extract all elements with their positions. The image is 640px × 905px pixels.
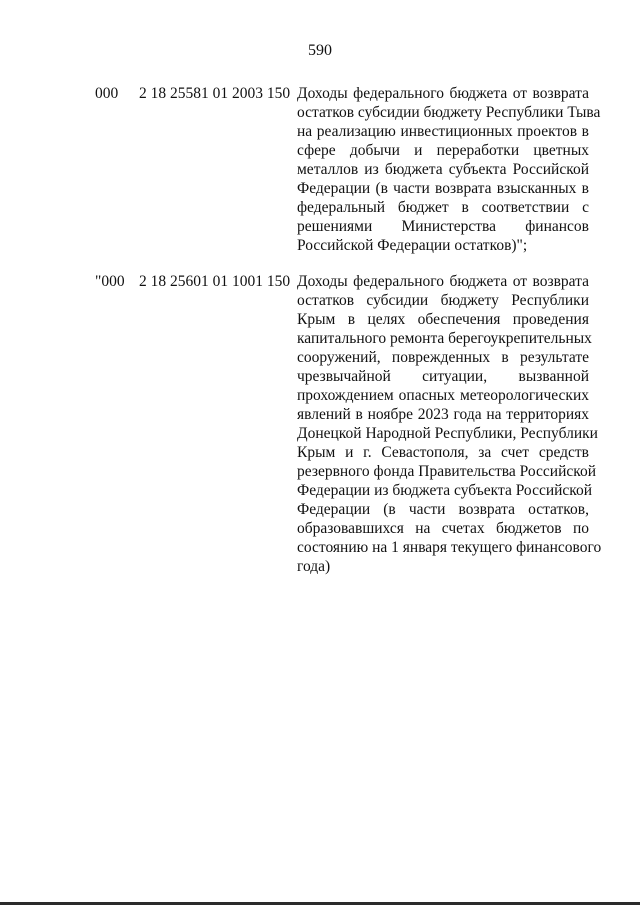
description-line: Доходы федерального бюджета от возврата <box>297 85 589 102</box>
description-line: Крым в целях обеспечения проведения <box>297 311 589 328</box>
description-line: явлений в ноябре 2023 года на территориях <box>297 406 589 423</box>
entry-description <box>297 272 602 576</box>
description-line: металлов из бюджета субъекта Российской <box>297 161 589 178</box>
description-line: Федерации из бюджета субъекта Российской <box>297 482 593 499</box>
description-line: сфере добычи и переработки цветных <box>297 142 589 159</box>
description-line: состоянию на 1 января текущего финансового <box>297 539 602 556</box>
entry-admin-code: 000 <box>95 85 119 102</box>
entry-description <box>297 84 601 255</box>
entry-budget-code: 2 18 25601 01 1001 150 <box>139 273 291 290</box>
description-line: прохождением опасных метеорологических <box>297 387 589 404</box>
description-line: на реализацию инвестиционных проектов в <box>297 123 589 140</box>
description-line: резервного фонда Правительства Российской <box>297 463 597 480</box>
description-line: года) <box>297 558 331 575</box>
description-line: сооружений, поврежденных в результате <box>297 349 589 366</box>
entry-budget-code: 2 18 25581 01 2003 150 <box>139 85 291 102</box>
description-line: капитального ремонта берегоукрепительных <box>297 330 592 347</box>
description-line: Федерации (в части возврата взысканных в <box>297 180 589 197</box>
page-number: 590 <box>308 42 332 59</box>
description-line: образовавшихся на счетах бюджетов по <box>297 520 589 537</box>
description-line: Доходы федерального бюджета от возврата <box>297 273 589 290</box>
description-line: чрезвычайной ситуации, вызванной <box>297 368 589 385</box>
description-line: остатков субсидии бюджету Республики Тыва <box>297 104 601 121</box>
description-line: Федерации (в части возврата остатков, <box>297 501 589 518</box>
description-line: решениями Министерства финансов <box>297 218 589 235</box>
entry-admin-code: "000 <box>95 273 125 290</box>
description-line: федеральный бюджет в соответствии с <box>297 199 589 216</box>
description-line: Донецкой Народной Республики, Республики <box>297 425 598 442</box>
description-line: остатков субсидии бюджету Республики <box>297 292 589 309</box>
description-line: Крым и г. Севастополя, за счет средств <box>297 444 589 461</box>
description-line: Российской Федерации остатков)"; <box>297 237 528 254</box>
